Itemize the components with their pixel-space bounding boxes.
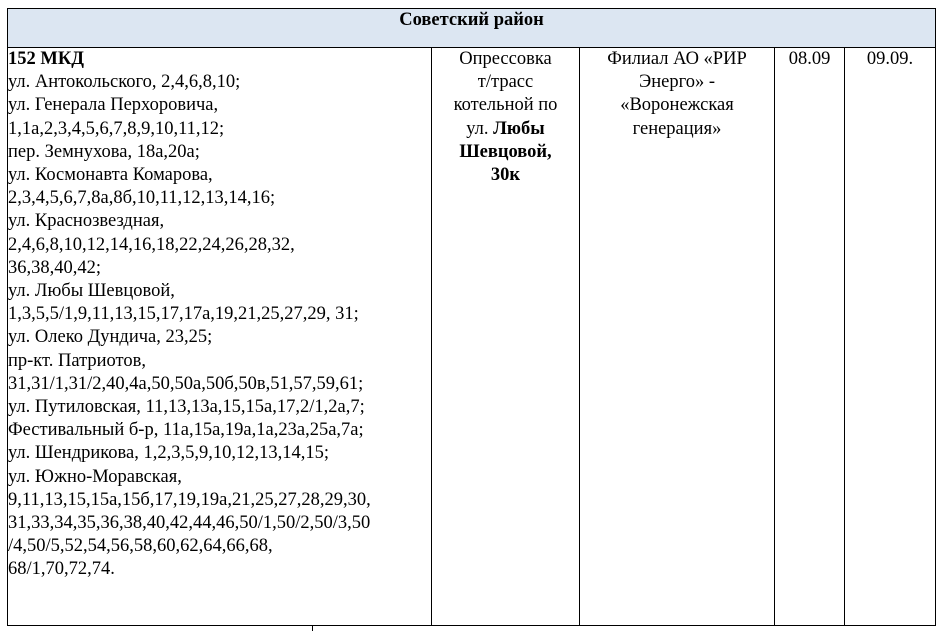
building-count: 152 МКД xyxy=(8,49,84,69)
street-prefix: ул. xyxy=(466,118,494,139)
address-line: 1,1а,2,3,4,5,6,7,8,9,10,11,12; xyxy=(8,118,225,139)
address-line: 9,11,13,15,15а,15б,17,19,19а,21,25,27,28,29,30, xyxy=(8,489,371,510)
building-number: 30к xyxy=(490,165,521,186)
address-line: ул. Путиловская, 11,13,13а,15,15а,17,2/1,2а,7; xyxy=(8,397,365,418)
street-name: Любы xyxy=(493,118,545,139)
table-row xyxy=(8,48,936,626)
district-name: Советский район xyxy=(8,9,936,48)
end-date-cell xyxy=(845,48,936,626)
address-line: пер. Земнухова, 18а,20а; xyxy=(8,141,200,162)
address-line: 2,4,6,8,10,12,14,16,18,22,24,26,28,32, xyxy=(8,234,295,255)
address-line: 31,31/1,31/2,40,4а,50,50а,50б,50в,51,57,59,61; xyxy=(8,373,364,394)
address-line: 1,3,5,5/1,9,11,13,15,17,17а,19,21,25,27,29, 31; xyxy=(8,304,359,325)
address-line: 31,33,34,35,36,38,40,42,44,46,50/1,50/2,50/3,50 xyxy=(8,513,371,534)
organization-line: Энерго» - xyxy=(639,72,715,93)
work-line: котельной по xyxy=(453,95,558,116)
start-date: 08.09 xyxy=(788,49,831,69)
organization-cell xyxy=(580,48,775,626)
address-line: 36,38,40,42; xyxy=(8,257,102,278)
address-line: Фестивальный б-р, 11а,15а,19а,1а,23а,25а,7а; xyxy=(8,420,364,441)
organization-line: Филиал АО «РИР xyxy=(607,49,747,69)
end-date: 09.09. xyxy=(866,49,914,69)
address-line: ул. Южно-Моравская, xyxy=(8,466,182,487)
organization-line: генерация» xyxy=(632,118,722,139)
work-line-street xyxy=(432,118,579,141)
work-description-cell xyxy=(432,48,580,626)
address-line: /4,50/5,52,54,56,58,60,62,64,66,68, xyxy=(8,536,273,557)
address-line: ул. Генерала Перхоровича, xyxy=(8,95,219,116)
work-line: Опрессовка xyxy=(459,49,552,69)
address-line: ул. Краснозвездная, xyxy=(8,211,165,232)
address-line: ул. Олеко Дундича, 23,25; xyxy=(8,327,213,348)
address-line: ул. Антокольского, 2,4,6,8,10; xyxy=(8,72,241,93)
street-name: Шевцовой, xyxy=(459,141,552,162)
outage-schedule-page xyxy=(7,8,935,626)
address-line: 2,3,4,5,6,7,8а,8б,10,11,12,13,14,16; xyxy=(8,188,276,209)
addresses-cell xyxy=(8,48,432,626)
address-line: ул. Космонавта Комарова, xyxy=(8,165,213,186)
page-break-mark xyxy=(312,626,313,631)
address-line: 68/1,70,72,74. xyxy=(8,559,115,580)
organization-line: «Воронежская xyxy=(620,95,734,116)
address-line: ул. Любы Шевцовой, xyxy=(8,281,175,302)
district-header-row xyxy=(8,9,936,48)
address-line: пр-кт. Патриотов, xyxy=(8,350,147,371)
address-line: ул. Шендрикова, 1,2,3,5,9,10,12,13,14,15; xyxy=(8,443,330,464)
start-date-cell xyxy=(775,48,845,626)
outage-schedule-table xyxy=(7,8,936,626)
work-line: т/трасс xyxy=(477,72,534,93)
